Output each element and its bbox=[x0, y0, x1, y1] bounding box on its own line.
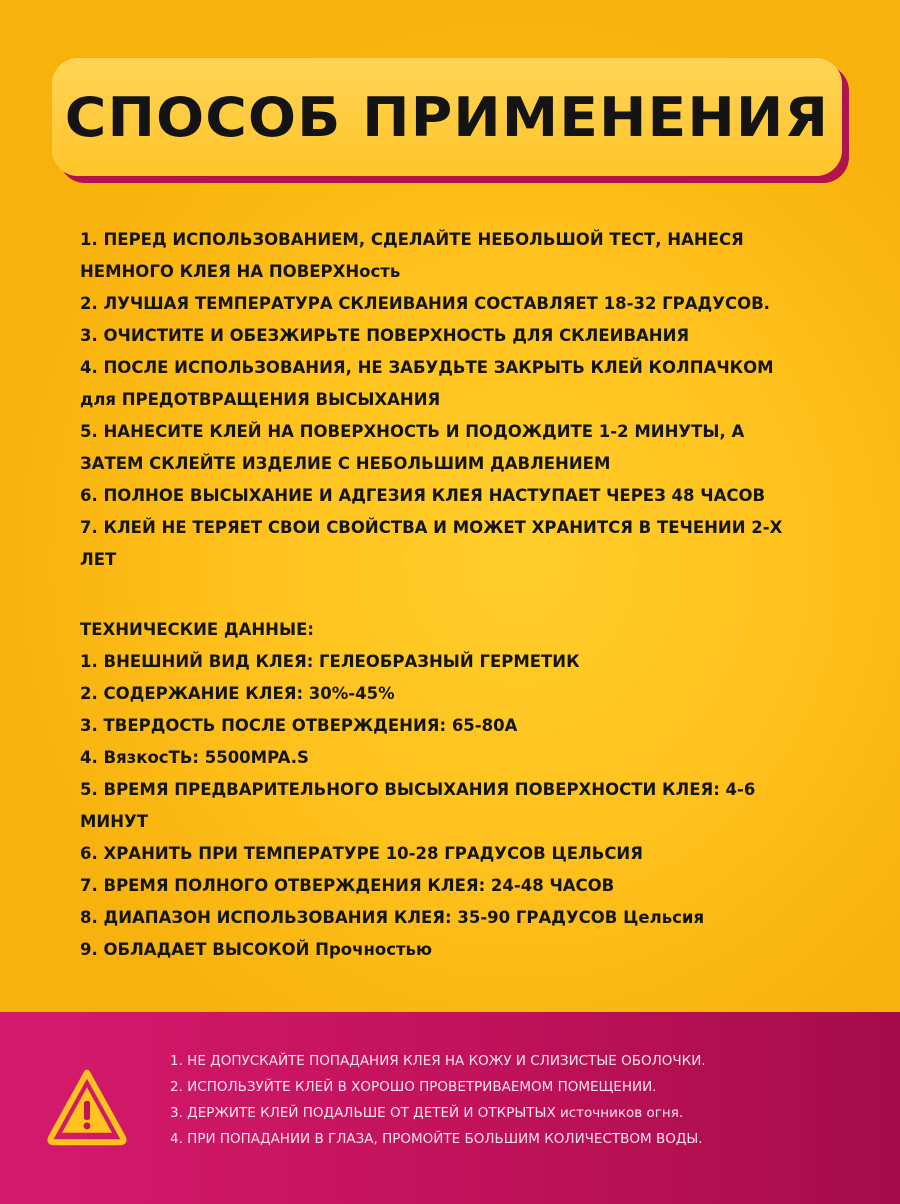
warning-line: 3. ДЕРЖИТЕ КЛЕЙ ПОДАЛЬШЕ ОТ ДЕТЕЙ И ОТКРЫТЫХ источников огня. bbox=[170, 1105, 684, 1121]
title-banner bbox=[52, 58, 842, 176]
spec-line: 7. ВРЕМЯ ПОЛНОГО ОТВЕРЖДЕНИЯ КЛЕЯ: 24-48 ЧАСОВ bbox=[80, 876, 615, 895]
spec-line: 5. ВРЕМЯ ПРЕДВАРИТЕЛЬНОГО ВЫСЫХАНИЯ ПОВЕРХНОСТИ КЛЕЯ: 4-6 bbox=[80, 780, 756, 799]
warning-band bbox=[0, 1012, 900, 1204]
content-body bbox=[80, 224, 840, 966]
warning-line: 2. ИСПОЛЬЗУЙТЕ КЛЕЙ В ХОРОШО ПРОВЕТРИВАЕМОМ ПОМЕЩЕНИИ. bbox=[170, 1079, 657, 1095]
instruction-line: ЛЕТ bbox=[80, 550, 117, 569]
instruction-line: ЗАТЕМ СКЛЕЙТЕ ИЗДЕЛИЕ С НЕБОЛЬШИМ ДАВЛЕНИЕМ bbox=[80, 454, 611, 473]
instruction-line: НЕМНОГО КЛЕЯ НА ПОВЕРХНость bbox=[80, 262, 401, 281]
warning-line: 4. ПРИ ПОПАДАНИИ В ГЛАЗА, ПРОМОЙТЕ БОЛЬШИМ КОЛИЧЕСТВОМ ВОДЫ. bbox=[170, 1131, 703, 1147]
instruction-line: 3. ОЧИСТИТЕ И ОБЕЗЖИРЬТЕ ПОВЕРХНОСТЬ ДЛЯ СКЛЕИВАНИЯ bbox=[80, 326, 690, 345]
page-title: СПОСОБ ПРИМЕНЕНИЯ bbox=[64, 85, 830, 149]
instruction-line: 2. ЛУЧШАЯ ТЕМПЕРАТУРА СКЛЕИВАНИЯ СОСТАВЛЯЕТ 18-32 ГРАДУСОВ. bbox=[80, 294, 770, 313]
spec-line: 8. ДИАПАЗОН ИСПОЛЬЗОВАНИЯ КЛЕЯ: 35-90 ГРАДУСОВ Цельсия bbox=[80, 908, 705, 927]
warning-line: 1. НЕ ДОПУСКАЙТЕ ПОПАДАНИЯ КЛЕЯ НА КОЖУ И СЛИЗИСТЫЕ ОБОЛОЧКИ. bbox=[170, 1053, 706, 1069]
spec-line: 4. ВязкосТЬ: 5500MPA.S bbox=[80, 748, 309, 767]
specs-heading: ТЕХНИЧЕСКИЕ ДАННЫЕ: bbox=[80, 620, 314, 639]
instruction-line: 4. ПОСЛЕ ИСПОЛЬЗОВАНИЯ, НЕ ЗАБУДЬТЕ ЗАКРЫТЬ КЛЕЙ КОЛПАЧКОМ bbox=[80, 358, 774, 377]
warning-list bbox=[170, 1048, 870, 1152]
instruction-line: для ПРЕДОТВРАЩЕНИЯ ВЫСЫХАНИЯ bbox=[80, 390, 441, 409]
instruction-line: 7. КЛЕЙ НЕ ТЕРЯЕТ СВОИ СВОЙСТВА И МОЖЕТ ХРАНИТСЯ В ТЕЧЕНИИ 2-Х bbox=[80, 518, 783, 537]
instruction-line: 1. ПЕРЕД ИСПОЛЬЗОВАНИЕМ, СДЕЛАЙТЕ НЕБОЛЬШОЙ ТЕСТ, НАНЕСЯ bbox=[80, 230, 744, 249]
instruction-line: 5. НАНЕСИТЕ КЛЕЙ НА ПОВЕРХНОСТЬ И ПОДОЖДИТЕ 1-2 МИНУТЫ, А bbox=[80, 422, 745, 441]
specs-list bbox=[80, 646, 840, 966]
spec-line: 3. ТВЕРДОСТЬ ПОСЛЕ ОТВЕРЖДЕНИЯ: 65-80А bbox=[80, 716, 518, 735]
spec-line: 9. ОБЛАДАЕТ ВЫСОКОЙ Прочностью bbox=[80, 940, 433, 959]
spec-line: 6. ХРАНИТЬ ПРИ ТЕМПЕРАТУРЕ 10-28 ГРАДУСОВ ЦЕЛЬСИЯ bbox=[80, 844, 643, 863]
instruction-line: 6. ПОЛНОЕ ВЫСЫХАНИЕ И АДГЕЗИЯ КЛЕЯ НАСТУПАЕТ ЧЕРЕЗ 48 ЧАСОВ bbox=[80, 486, 766, 505]
warning-triangle-icon bbox=[44, 1064, 130, 1150]
spec-line: 1. ВНЕШНИЙ ВИД КЛЕЯ: ГЕЛЕОБРАЗНЫЙ ГЕРМЕТИК bbox=[80, 652, 580, 671]
spec-line: МИНУТ bbox=[80, 812, 149, 831]
instructions-list bbox=[80, 224, 840, 576]
spec-line: 2. СОДЕРЖАНИЕ КЛЕЯ: 30%-45% bbox=[80, 684, 395, 703]
